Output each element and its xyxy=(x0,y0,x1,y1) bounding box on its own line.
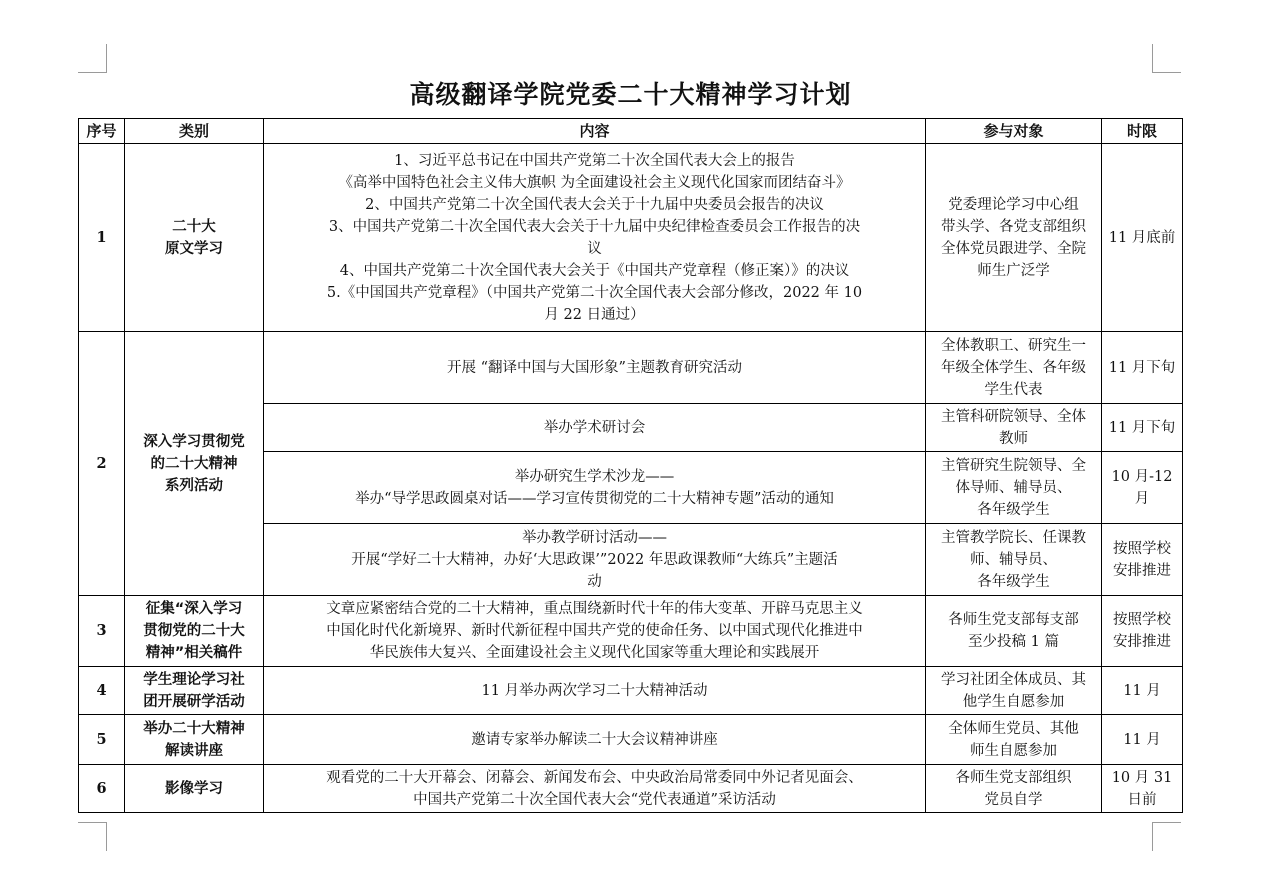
row-deadline xyxy=(1102,596,1183,667)
participants-line: 学生代表 xyxy=(984,381,1043,398)
deadline-line: 按照学校 xyxy=(1113,540,1171,557)
header-participants: 参与对象 xyxy=(926,119,1102,144)
row-number: 5 xyxy=(79,715,125,765)
category-line: 的二十大精神 xyxy=(150,455,238,472)
content-line: 中国化时代化新境界、新时代新征程中国共产党的使命任务、以中国式现代化推进中 xyxy=(326,623,863,639)
category-line: 深入学习贯彻党 xyxy=(143,433,245,450)
row-number: 3 xyxy=(79,596,125,667)
content-line: 11 月举办两次学习二十大精神活动 xyxy=(481,682,708,699)
row-deadline xyxy=(1102,452,1183,524)
row-participants xyxy=(926,596,1102,667)
row-number: 4 xyxy=(79,667,125,715)
row-content xyxy=(264,596,926,667)
content-line: 举办学术研讨会 xyxy=(543,419,646,436)
row-deadline xyxy=(1102,404,1183,452)
content-line: 中国共产党第二十次全国代表大会“党代表通道”采访活动 xyxy=(413,791,776,808)
content-line: 开展 “翻译中国与大国形象”主题教育研究活动 xyxy=(447,359,742,376)
content-line: 邀请专家举办解读二十大会议精神讲座 xyxy=(471,731,718,748)
row-participants xyxy=(926,765,1102,813)
deadline-line: 日前 xyxy=(1127,791,1157,808)
category-line: 团开展研学活动 xyxy=(143,693,245,710)
table-header-row xyxy=(79,119,1183,144)
table-row xyxy=(79,144,1183,332)
participants-line: 各年级学生 xyxy=(977,501,1050,518)
row-content xyxy=(264,404,926,452)
header-no: 序号 xyxy=(79,119,125,144)
deadline-line: 11 月下旬 xyxy=(1108,359,1176,376)
row-content xyxy=(264,332,926,404)
content-line: 4、中国共产党第二十次全国代表大会关于《中国共产党章程（修正案）》的决议 xyxy=(339,262,850,279)
row-participants xyxy=(926,715,1102,765)
participants-line: 主管教学院长、任课教 xyxy=(941,529,1086,546)
participants-line: 全体党员跟进学、全院 xyxy=(941,240,1086,257)
table-row xyxy=(79,667,1183,715)
row-number: 2 xyxy=(79,332,125,596)
row-content xyxy=(264,524,926,596)
row-category: 影像学习 xyxy=(125,765,264,813)
deadline-line: 10 月-12 xyxy=(1111,468,1173,485)
row-content xyxy=(264,715,926,765)
participants-line: 党员自学 xyxy=(984,791,1043,808)
participants-line: 各年级学生 xyxy=(977,573,1050,590)
participants-line: 他学生自愿参加 xyxy=(962,693,1065,710)
participants-line: 师生广泛学 xyxy=(977,262,1050,279)
participants-line: 学习社团全体成员、其 xyxy=(941,671,1086,688)
content-line: 文章应紧密结合党的二十大精神，重点围绕新时代十年的伟大变革、开辟马克思主义 xyxy=(326,601,863,617)
participants-line: 全体师生党员、其他 xyxy=(948,720,1079,737)
row-deadline: 11 月底前 xyxy=(1102,144,1183,332)
row-category xyxy=(125,715,264,765)
row-content xyxy=(264,667,926,715)
content-line: 举办研究生学术沙龙—— xyxy=(514,468,675,485)
header-category: 类别 xyxy=(125,119,264,144)
participants-line: 全体教职工、研究生一 xyxy=(941,337,1086,354)
row-participants xyxy=(926,332,1102,404)
deadline-line: 按照学校 xyxy=(1113,612,1171,628)
participants-line: 体导师、辅导员、 xyxy=(955,479,1072,496)
deadline-line: 安排推进 xyxy=(1113,562,1171,579)
category-line: 学生理论学习社 xyxy=(143,671,245,688)
content-line: 3、中国共产党第二十次全国代表大会关于十九届中央纪律检查委员会工作报告的决 xyxy=(328,218,861,235)
category-line: 原文学习 xyxy=(165,240,223,257)
deadline-line: 月 xyxy=(1134,490,1150,507)
content-line: 开展“学好二十大精神，办好‘大思政课’”2022 年思政课教师“大练兵”主题活 xyxy=(351,551,838,568)
row-participants xyxy=(926,667,1102,715)
participants-line: 带头学、各党支部组织 xyxy=(941,218,1086,235)
row-deadline xyxy=(1102,765,1183,813)
document-title: 高级翻译学院党委二十大精神学习计划 xyxy=(409,80,852,109)
deadline-line: 安排推进 xyxy=(1113,634,1171,650)
content-line: 举办教学研讨活动—— xyxy=(522,529,667,546)
participants-line: 各师生党支部每支部 xyxy=(948,612,1079,628)
participants-line: 党委理论学习中心组 xyxy=(948,196,1079,213)
table-row xyxy=(79,596,1183,667)
row-deadline: 11 月 xyxy=(1102,715,1183,765)
content-line: 2、中国共产党第二十次全国代表大会关于十九届中央委员会报告的决议 xyxy=(365,196,824,213)
category-line: 征集“深入学习 xyxy=(145,601,243,617)
participants-line: 年级全体学生、各年级 xyxy=(941,359,1086,376)
participants-line: 师生自愿参加 xyxy=(970,742,1057,759)
category-line: 贯彻党的二十大 xyxy=(143,623,245,639)
participants-line: 至少投稿 1 篇 xyxy=(968,634,1059,650)
category-line: 精神”相关稿件 xyxy=(145,645,243,661)
row-deadline xyxy=(1102,332,1183,404)
row-participants xyxy=(926,144,1102,332)
deadline-line: 11 月下旬 xyxy=(1108,419,1176,436)
row-category xyxy=(125,144,264,332)
content-line: 动 xyxy=(587,573,602,590)
category-line: 系列活动 xyxy=(165,477,223,494)
participants-line: 师、辅导员、 xyxy=(970,551,1057,568)
content-line: 议 xyxy=(587,240,602,257)
row-content xyxy=(264,765,926,813)
crop-mark-bottom-right xyxy=(1152,822,1181,851)
participants-line: 各师生党支部组织 xyxy=(955,769,1072,786)
deadline-line: 10 月 31 xyxy=(1111,769,1173,786)
table-row xyxy=(79,715,1183,765)
row-category xyxy=(125,332,264,596)
content-line: 1、习近平总书记在中国共产党第二十次全国代表大会上的报告 xyxy=(394,152,795,169)
row-participants xyxy=(926,452,1102,524)
row-number: 6 xyxy=(79,765,125,813)
participants-line: 主管研究生院领导、全 xyxy=(941,457,1086,474)
participants-line: 主管科研院领导、全体 xyxy=(941,408,1086,425)
participants-line: 教师 xyxy=(999,430,1028,447)
content-line: 月 22 日通过） xyxy=(544,306,645,323)
content-line: 5.《中国国共产党章程》（中国共产党第二十次全国代表大会部分修改，2022 年 10 xyxy=(326,284,863,301)
row-content xyxy=(264,452,926,524)
row-category xyxy=(125,667,264,715)
table-row xyxy=(79,765,1183,813)
content-line: 《高举中国特色社会主义伟大旗帜 为全面建设社会主义现代化国家而团结奋斗》 xyxy=(338,174,851,191)
content-line: 华民族伟大复兴、全面建设社会主义现代化国家等重大理论和实践展开 xyxy=(369,645,820,661)
category-line: 举办二十大精神 xyxy=(143,720,245,737)
header-content: 内容 xyxy=(264,119,926,144)
row-participants xyxy=(926,404,1102,452)
crop-mark-top-right xyxy=(1152,44,1181,73)
crop-mark-top-left xyxy=(78,44,107,73)
row-content xyxy=(264,144,926,332)
row-deadline xyxy=(1102,524,1183,596)
row-deadline: 11 月 xyxy=(1102,667,1183,715)
content-line: 观看党的二十大开幕会、闭幕会、新闻发布会、中央政治局常委同中外记者见面会、 xyxy=(326,769,863,786)
table-row xyxy=(79,332,1183,404)
row-category xyxy=(125,596,264,667)
row-number: 1 xyxy=(79,144,125,332)
row-participants xyxy=(926,524,1102,596)
crop-mark-bottom-left xyxy=(78,822,107,851)
header-deadline: 时限 xyxy=(1102,119,1183,144)
content-line: 举办“导学思政圆桌对话——学习宣传贯彻党的二十大精神专题”活动的通知 xyxy=(355,490,834,507)
category-line: 二十大 xyxy=(172,218,216,235)
category-line: 解读讲座 xyxy=(165,742,223,759)
study-plan-table xyxy=(78,118,1183,813)
